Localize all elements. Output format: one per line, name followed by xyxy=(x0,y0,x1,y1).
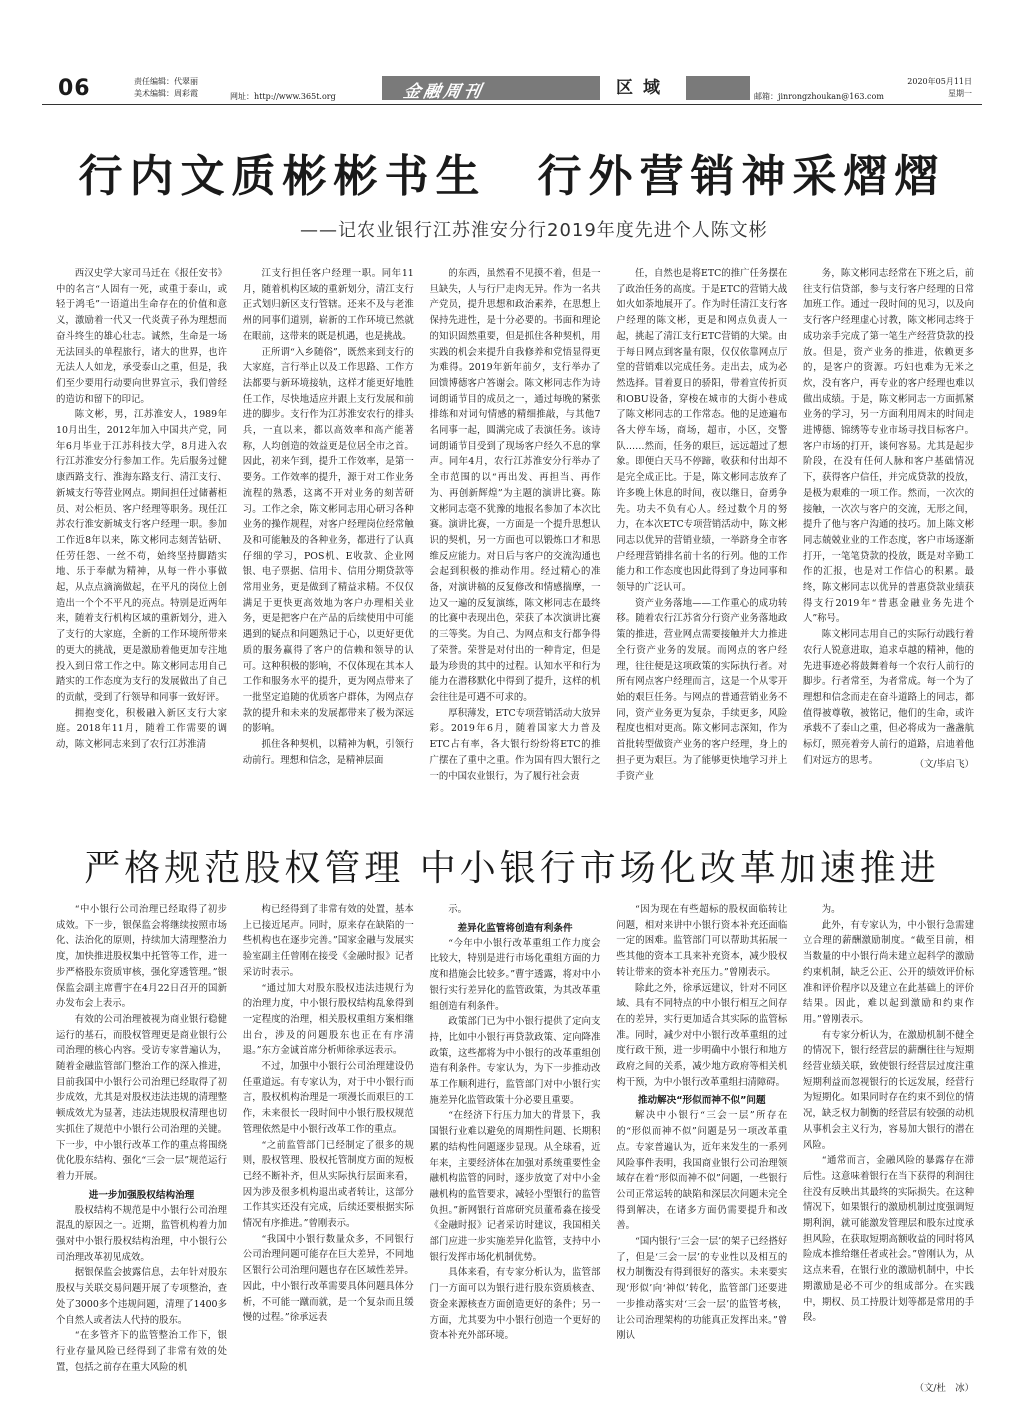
article2-body xyxy=(56,902,974,1378)
art-editor-line: 美术编辑：周彩霞 xyxy=(134,89,198,98)
masthead-banner xyxy=(382,76,750,100)
page-header xyxy=(42,74,982,104)
issue-date xyxy=(907,76,972,100)
article1-signature: （文/毕启飞） xyxy=(914,759,974,770)
paragraph: “因为现在有些超标的股权面临转让问题，相对来讲中小银行资本补充还面临一定的困难。监管部门可以帮助其拓展一些其他的资本工具来补充资本，减少股权转让带来的资本补充压力。”曾刚表示。 xyxy=(616,904,788,978)
paragraph: 为。 xyxy=(821,904,841,915)
date-text: 2020年05月11日 xyxy=(907,77,972,86)
paragraph: 政策部门已为中小银行提供了定向支持，比如中小银行再贷款政策、定向降准政策，这些都将为中小银行的改革重组创造有利条件。专家认为，为下一步推动改革工作顺利进行，监管部门对中小银行实施差异化监管政策十分必要且重要。 xyxy=(429,1016,601,1106)
paragraph: 据银保监会披露信息，去年针对股东股权与关联交易问题开展了专项整治，查处了3000多个违规问题，清理了1400多个自然人或者法人代持的股东。 xyxy=(56,1267,227,1326)
paragraph: “在多管齐下的监管整治工作下，银行业存量风险已经得到了非常有效的处置，包括之前存在重大风险的机 xyxy=(56,1330,227,1373)
article1-column xyxy=(429,266,601,782)
editor-line: 责任编辑：代翠丽 xyxy=(134,77,198,86)
paragraph: “今年中小银行改革重组工作力度会比较大，特别是进行市场化重组方面的力度和措施会比较多。”曹宇透露，将对中小银行实行差异化的监管政策，为其改革重组创造有利条件。 xyxy=(429,937,601,1012)
paragraph: 陈文彬同志用自己的实际行动践行着农行人锐意进取，追求卓越的精神，他的先进事迹必将鼓舞着每一个农行人前行的脚步。行者常至，为者常成。每一个为了理想和信念而走在奋斗道路上的同志，都值得被尊敬，被铭记，他们的生命，或许承载不了泰山之重，但必将成为一盏盏航标灯，照亮着旁人前行的道路，启迪着他们对远方的思考。 xyxy=(803,629,974,766)
paragraph: 厚积薄发，ETC专项营销活动大放异彩。2019年6月，随着国家大力普及ETC占有率，各大银行纷纷将ETC的推广摆在了重中之重。作为国有四大银行之一的中国农业银行，为了履行社会责 xyxy=(429,707,601,782)
article2-column xyxy=(803,902,974,1378)
paragraph: 有专家分析认为，在激励机制不健全的情况下，银行经营层的薪酬往往与短期经营业绩关联，致使银行经营层过度注重短期利益而忽视银行的长远发展，经营行为短期化。如果同时存在约束不到位的情况，缺乏权力制衡的经营层有较强的动机从事机会主义行为，容易加大银行的潜在风险。 xyxy=(803,1029,974,1151)
article2-signature: （文/杜 冰） xyxy=(914,1383,974,1394)
paragraph: 江支行担任客户经理一职。同年11月，随着机构区域的重新划分，清江支行正式划归新区支行管辖。还来不及与老淮州的同事们道别，崭新的工作环境已然就在眼前，这带来的既是机遇，也是挑战。 xyxy=(242,268,414,342)
paragraph: 西汉史学大家司马迁在《报任安书》中的名言“人固有一死，或重于泰山，或轻于鸿毛”一语道出生命存在的价值和意义，激励着一代又一代炎黄子孙为理想而奋斗终生的雄心壮志。诚然，生命是一场无法回头的单程旅行，诸大的世界，也许无法人人如龙，承受泰山之重，但是，我们至少要用行动要向世界宣示，我们曾经的造访和留下的印记。 xyxy=(56,268,227,405)
paragraph: 具体来看，有专家分析认为，监管部门一方面可以为银行进行股东资质核查、资金来源核查方面创造更好的条件；另一方面，尤其要为中小银行创造一个更好的资本补充外部环境。 xyxy=(429,1267,601,1342)
paragraph: “国内银行‘三会一层’的架子已经搭好了，但是‘三会一层’的专业性以及相互的权力制衡没有得到很好的落实。未来要实现‘形似’向‘神似’转化，监管部门还要进一步推动落实对‘三会一层’的监管考核，让公司治理架构的功能真正发挥出来。”曾刚认 xyxy=(616,1236,788,1342)
paragraph: “通过加大对股东股权违法违规行为的治理力度，中小银行股权结构乱象得到一定程度的治理，相关股权重组方案相继出台，涉及的问题股东也正在有序清退。”东方金诚首席分析师徐承远表示。 xyxy=(242,982,414,1057)
article2-column xyxy=(56,902,227,1378)
paragraph: 除此之外，徐承远建议，针对不同区域、具有不同特点的中小银行相互之间存在的差异，实行更加适合其实际的监管标准。同时，减少对中小银行改革重组的过度行政干预，进一步明确中小银行和地方政府之间的关系，减少地方政府等相关机构干预，为中小银行改革重组扫清障碍。 xyxy=(616,982,788,1088)
paragraph: 陈文彬，男，江苏淮安人，1989年10月出生，2012年加入中国共产党，同年6月毕业于江苏科技大学，8月进入农行江苏淮安分行参加工作。先后服务过健康西路支行、淮海东路支行、清江支行、新城支行等营业网点。期间担任过储蓄柜员、对公柜员、客户经理等职务。现任江苏农行淮安新城支行客户经理一职。参加工作近8年以来，陈文彬同志刻苦钻研、任劳任怨、一丝不苟，始终坚持脚踏实地、乐于奉献为精神，从每一件小事做起，从点点滴滴做起，在平凡的岗位上创造出一个个不平凡的亮点。特别是近两年来，随着支行机构区域的重新划分，进入了支行的大家庭，全新的工作环境所带来的更大的挑战，更是激励着他更加专注地投入到日常工作之中。陈文彬同志用自己踏实的工作态度为支行的发展做出了自己的贡献，受到了行领导和同事一致好评。 xyxy=(56,409,227,703)
article1-title: 行内文质彬彬书生 行外营销神采熠熠 xyxy=(78,151,946,202)
paragraph: “在经济下行压力加大的背景下，我国银行业难以避免的周期性问题、长期积累的结构性问题逐步显现。从全球看，近年来，主要经济体在加强对系统重要性金融机构监管的同时，逐步放宽了对中小金融机构的监管要求，减轻小型银行的监管负担。”新网银行首席研究员董希淼在接受《金融时报》记者采访时建议，我国相关部门应进一步实施差异化监管，支持中小银行发挥市场化机制优势。 xyxy=(429,1110,601,1263)
article1-column xyxy=(803,266,974,774)
paragraph: 不过，加强中小银行公司治理建设仍任重道远。有专家认为，对于中小银行而言，股权机构治理是一项漫长而艰巨的工作，未来很长一段时间中小银行股权规范管理依然是中小银行改革工作的重点。 xyxy=(242,1061,414,1135)
website: 网址：http://www.365t.org xyxy=(230,92,336,101)
weekday-text: 星期一 xyxy=(948,89,972,98)
paragraph: 务，陈文彬同志经常在下班之后，前往支行信贷部，参与支行客户经理的日常加班工作。通过一段时间的见习，以及向支行客户经理虚心讨教，陈文彬同志终于成功亲手完成了第一笔生产经营贷款的投放。但是，资产业务的推进，依赖更多的，是客户的资源。巧妇也难为无米之炊，没有客户，再专业的客户经理也难以做出成绩。于是，陈文彬同志一方面抓紧业务的学习，另一方面利用周末的时间走进博德、锦绣等专业市场寻找目标客户。客户市场的打开，谈何容易。尤其是起步阶段，在没有任何人脉和客户基础情况下，获得客户信任，并完成贷款的投放，是极为艰难的一项工作。然而，一次次的接触，一次次与客户的交流，无形之间，提升了他与客户沟通的技巧。加上陈文彬同志兢兢业业的工作态度，客户市场逐渐打开，一笔笔贷款的投放，既是对辛勤工作的汇报，也是对工作信心的积累。最终，陈文彬同志以优异的普惠贷款业绩获得支行2019年“普惠金融业务先进个人”称号。 xyxy=(803,268,974,625)
article1-column xyxy=(243,266,414,774)
paragraph: 股权结构不规范是中小银行公司治理混乱的原因之一。近期，监管机构着力加强对中小银行股权结构治理，中小银行公司治理改革初见成效。 xyxy=(56,1204,227,1263)
paragraph: 的东西，虽然看不见摸不着，但是一旦缺失，人与行尸走肉无异。作为一名共产党员，提升思想和政治素养，在思想上保持先进性，是十分必要的。书面和理论的知识固然重要，但是抓住各种契机，用实践的机会来提升自我修养和党悟显得更为难得。2019年新年前夕，支行举办了回馈博德客户答谢会。陈文彬同志作为诗词朗诵节目的成员之一，通过每晚的紧张排练和对词句情感的精细推敲，与其他7名同事一起，圆满完成了表演任务。该诗词朗诵节目受到了现场客户经久不息的掌声。同年4月，农行江苏淮安分行举办了全市范围的以“再出发、再担当、再作为、再创新辉煌”为主题的演讲比赛。陈文彬同志毫不犹豫的地报名参加了本次比赛。演讲比赛，一方面是一个提升思想认识的契机，另一方面也可以锻炼口才和思维反应能力。对日后与客户的交流沟通也会起到积极的推动作用。经过精心的准备，对演讲稿的反复修改和情感揣摩，一边又一遍的反复演练，陈文彬同志在最终的比赛中表现出色，荣获了本次演讲比赛的三等奖。为自己、为网点和支行都争得了荣誉。荣誉是对付出的一种肯定，但是最为珍贵的其中的过程。认知水平和行为能力在潜移默化中得到了提升，这样的机会往往是可遇不可求的。 xyxy=(429,268,601,703)
article1-subtitle: ——记农业银行江苏淮安分行2019年度先进个人陈文彬 xyxy=(300,220,768,241)
paragraph: 构已经得到了非常有效的处置，基本上已接近尾声。同时，原来存在缺陷的一些机构也在逐步完善。”国家金融与发展实验室副主任曾刚在接受《金融时报》记者采访时表示。 xyxy=(242,904,414,978)
paragraph: 此外，有专家认为，中小银行急需建立合理的薪酬激励制度。“截至目前，相当数量的中小银行尚未建立起科学的激励约束机制，缺乏公正、公开的绩效评价标准和评价程序以及建立在此基础上的评价结果。因此，难以起到激励和约束作用。”曾刚表示。 xyxy=(803,919,974,1025)
paragraph: “通常而言，金融风险的暴露存在滞后性。这意味着银行在当下获得的利润往往没有反映出其最终的实际损失。在这种情况下，如果银行的激励机制过度强调短期利润，就可能激发管理层和股东过度承担风险，在获取短期高额收益的同时将风险成本推给继任者或社会。”曾刚认为，从这点来看，在银行业的激励机制中，中长期激励是必不可少的组成部分。在实践中，期权、员工持股计划等都是常用的手段。 xyxy=(803,1155,974,1324)
article1-body xyxy=(56,266,974,782)
paragraph: 解决中小银行“三会一层”所存在的“形似而神不似”问题是另一项改革重点。专家普遍认为，近年来发生的一系列风险事件表明，我国商业银行公司治理领域存在着“形似而神不似”问题，一些银行公司正常运转的缺陷和深层次问题未完全得到解决，在诸多方面仍需要提升和改善。 xyxy=(616,1110,788,1232)
article2-title: 严格规范股权管理 中小银行市场化改革加速推进 xyxy=(84,848,940,889)
paragraph: 示。 xyxy=(448,904,468,915)
paragraph: 有效的公司治理被视为商业银行稳健运行的基石，而股权管理更是商业银行公司治理的核心内容。受访专家普遍认为，随着金融监管部门整治工作的深入推进，目前我国中小银行公司治理已经取得了初步成效，尤其是对股权违法违规的清理整顿成效尤为显著，违法违规股权清理也切实抓住了规范中小银行公司治理的关键。下一步，中小银行改革工作的重点将围绕优化股东结构、强化“三会一层”规范运行着力开展。 xyxy=(56,1013,227,1182)
email: 邮箱：jinrongzhoukan@163.com xyxy=(754,92,884,101)
paragraph: “之前监管部门已经制定了很多的规则，股权管理、股权托管制度方面的短板已经不断补齐，但从实际执行层面来看，因为涉及很多机构退出或者转让，这部分工作其实还没有完成，后续还要根据实际情况有序推进。”曾刚表示。 xyxy=(242,1139,414,1230)
paragraph: 资产业务落地——工作重心的成功转移。随着农行江苏省分行资产业务落地政策的推进，营业网点需要接触并大力推进全行资产业务的发展。而网点的客户经理，往往便是这项政策的实际执行者。对所有网点客户经理而言，这是一个从零开始的艰巨任务。与网点的普通营销业务不同，资产业务更为复杂，手续更多，风险程度也相对更高。陈文彬同志深知，作为首批转型做资产业务的客户经理，身上的担子更为艰巨。为了能够更快地学习并上手资产业 xyxy=(616,597,788,782)
editor-credits xyxy=(134,76,198,100)
article1-column xyxy=(616,266,788,782)
paragraph: “中小银行公司治理已经取得了初步成效。下一步，银保监会将继续按照市场化、法治化的原则，持续加大清理整治力度，加快推进股权集中托管等工作，进一步严格股东资质审核，强化穿透管理。”银保监会副主席曹宇在4月22日召开的国新办发布会上表示。 xyxy=(56,904,227,1010)
article1-column xyxy=(56,266,227,774)
article2-column xyxy=(243,902,414,1378)
article2-column xyxy=(430,902,601,1378)
paragraph: 拥抱变化，积极融入新区支行大家庭。2018年11月，随着工作需要的调动，陈文彬同志来到了农行江苏淮清 xyxy=(56,707,227,751)
subheading: 进一步加强股权结构治理 xyxy=(88,1189,195,1201)
section-name: 区域 xyxy=(600,76,686,100)
page-number: 06 xyxy=(58,76,91,101)
subheading: 差异化监管将创造有利条件 xyxy=(457,922,573,934)
brand-name: 金融周刊 xyxy=(401,82,486,102)
header-rule xyxy=(42,104,982,105)
paragraph: 任，自然也是将ETC的推广任务摆在了政治任务的高度。于是ETC的营销大战如火如荼地展开了。作为时任清江支行客户经理的陈文彬，更是和网点负责人一起，挑起了清江支行ETC营销的大梁。由于每日网点到客量有限，仅仅依靠网点厅堂的营销难以完成任务。走出去，成为必然选择。冒着夏日的骄阳，带着宣传折页和OBU设备，穿梭在城市的大街小巷成了陈文彬同志的工作常态。他的足迹遍布各大停车场，商场，超市，小区，交警队……然而，任务的艰巨，远远超过了想象。即便白天马不停蹄，收获和付出却不是完全成正比。于是，陈文彬同志放弃了许多晚上休息的时间，夜以继日，奋勇争先。功夫不负有心人。经过数个月的努力，在本次ETC专项营销活动中，陈文彬同志以优异的营销业绩，一举跻身全市客户经理营销排名前十名的行列。他的工作能力和工作态度也因此得到了身边同事和领导的广泛认可。 xyxy=(616,268,788,594)
subheading: 推动解决“形似而神不似”问题 xyxy=(637,1095,766,1107)
paragraph: 抓住各种契机，以精神为帆，引领行动前行。理想和信念，是精神层面 xyxy=(242,739,414,766)
paragraph: “我国中小银行数量众多，不同银行公司治理问题可能存在巨大差异，不同地区银行公司治理问题也存在区域性差异。因此，中小银行改革需要具体问题具体分析，不可能一蹴而就，是一个复杂而且缓慢的过程。”徐承远表 xyxy=(242,1233,414,1324)
article2-column xyxy=(616,902,787,1378)
paragraph: 正所谓“入乡随俗”，既然来到支行的大家庭，言行举止以及工作思路、工作方法都要与新环境接轨，这样才能更好地胜任工作，尽快地适应并跟上支行发展和前进的脚步。支行作为江苏淮安农行的排头兵，一直以来，都以高效率和高产能著称，人均创造的效益更是位居全市之首。因此，初来乍到，提升工作效率，是第一要务。工作效率的提升，源于对工作业务流程的熟悉，这离不开对业务的刻苦研习。工作之余，陈文彬同志用心研习各种业务的操作规程，对客户经理岗位经常触及和可能触及的各种业务，都进行了认真仔细的学习，POS机、E收款、企业网银、电子票据、信用卡、信用分期贷款等常用业务，更是做到了精益求精。不仅仅满足于更快更高效地为客户办理相关业务，更是把客户在产品的后续使用中可能遇到的疑点和问题熟记于心，以更好更优质的服务赢得了客户的信赖和领导的认可。这种积极的影响，不仅体现在其本人工作和服务水平的提升，更为网点带来了一批坚定追随的优质客户群体，为网点存款的提升和未来的发展都带来了极为深远的影响。 xyxy=(242,346,414,735)
